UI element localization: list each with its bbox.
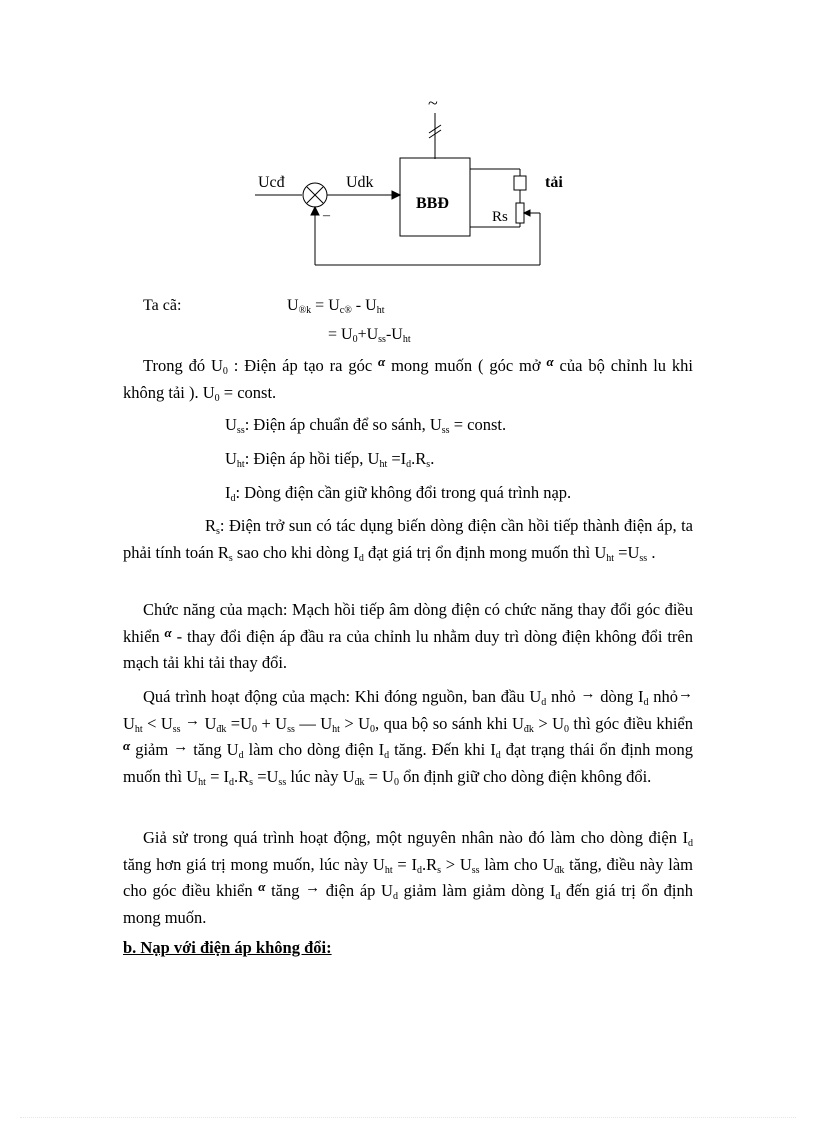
suppose-paragraph: Giả sử trong quá trình hoạt động, một nguyên nhân nào đó làm cho dòng điện $I_d$ tăng hơn giá trị mong muốn, lúc này $U_{ht} = I_d.R_s > U_{ss}$ làm cho $U_{đk}$ tăng, điều này làm cho góc điều khiển $^\alpha$ tăng → điện áp $U_d$ giảm làm giảm dòng $I_d$ đến giá trị ổn định mong muốn. <box>123 828 693 927</box>
uss-definition: $U_{ss}$: Điện áp chuẩn để so sánh, $U_{ss}$ = const. <box>225 415 507 436</box>
feedback-arrow <box>311 207 319 215</box>
rs-resistor <box>516 203 524 223</box>
right-arrow-icon: → <box>678 686 694 702</box>
load-element <box>514 176 526 190</box>
alpha-symbol: α <box>164 624 172 640</box>
right-arrow-icon: → <box>580 686 596 702</box>
equation-2: = $U_0+U_{ss}-U_{ht}$ <box>328 326 411 345</box>
function-paragraph: Chức năng của mạch: Mạch hồi tiếp âm dòng điện có chức năng thay đổi góc điều khiển $^\alpha$ - thay đổi điện áp đầu ra của chỉnh lu nhằm duy trì dòng điện không đổi trên mạch tải khi tải thay đổi. <box>123 600 693 672</box>
right-arrow-icon: → <box>185 712 201 729</box>
page-bottom-divider <box>20 1117 796 1118</box>
right-arrow-icon: → <box>305 880 321 896</box>
alpha-symbol: α <box>258 879 266 894</box>
id-definition: $I_d$: Dòng điện cần giữ không đổi trong quá trình nạp. <box>225 483 572 504</box>
rs-label: Rs <box>492 209 508 225</box>
alpha-symbol: α <box>123 738 131 753</box>
paragraph-u0: Trong đó $U_0$ : Điện áp tạo ra góc $^\alpha$ mong muốn ( góc mở $^\alpha$ của bộ chỉnh lu khi không tải ). $U_0$ = const. <box>123 354 694 404</box>
ac-source-label: ~ <box>428 95 438 113</box>
load-label: tải <box>545 174 563 191</box>
ucd-label: Ucđ <box>258 174 285 191</box>
feedback-block-diagram <box>240 95 570 275</box>
operation-paragraph: Quá trình hoạt động của mạch: Khi đóng nguồn, ban đầu $U_d$ nhỏ → dòng $I_d$ nhỏ→ $U_{ht} < U_{ss} \to U_{đk} =U_0 + U_{ss}$ — $U_{ht} > U_0$, qua bộ so sánh khi $U_{đk} > U_0$ thì góc điều khiển $^\alpha$ giảm → tăng $U_d$ làm cho dòng điện $I_d$ tăng. Đến khi $I_d$ đạt trạng thái ổn định mong muốn thì $U_{ht} = I_d.R_s =U_{ss}$ lúc này $U_{đk} = U_0$ ổn định giữ cho dòng điện không đổi. <box>123 686 694 788</box>
right-arrow-icon: → <box>173 739 189 755</box>
alpha-symbol: α <box>546 354 554 369</box>
uht-definition: $U_{ht}$: Điện áp hồi tiếp, $U_{ht} =I_d.R_s$. <box>225 449 435 470</box>
udk-label: Udk <box>346 174 374 191</box>
equation-1: $U_{®k} = U_{c®} - U_{ht}$ <box>287 297 385 316</box>
section-heading: b. Nạp với điện áp không đổi: <box>123 938 332 957</box>
udk-arrow <box>392 191 400 199</box>
minus-sign: – <box>323 208 330 223</box>
bbd-label: BBĐ <box>416 195 449 212</box>
alpha-symbol: α <box>378 354 386 369</box>
rs-definition: $R_s$: Điện trở sun có tác dụng biến dòng điện cần hồi tiếp thành điện áp, ta phải tính toán $R_s$ sao cho khi dòng $I_d$ đạt giá trị ổn định mong muốn thì $U_{ht} =U_{ss}$ . <box>123 516 693 564</box>
intro-text: Ta cã: <box>143 297 182 314</box>
